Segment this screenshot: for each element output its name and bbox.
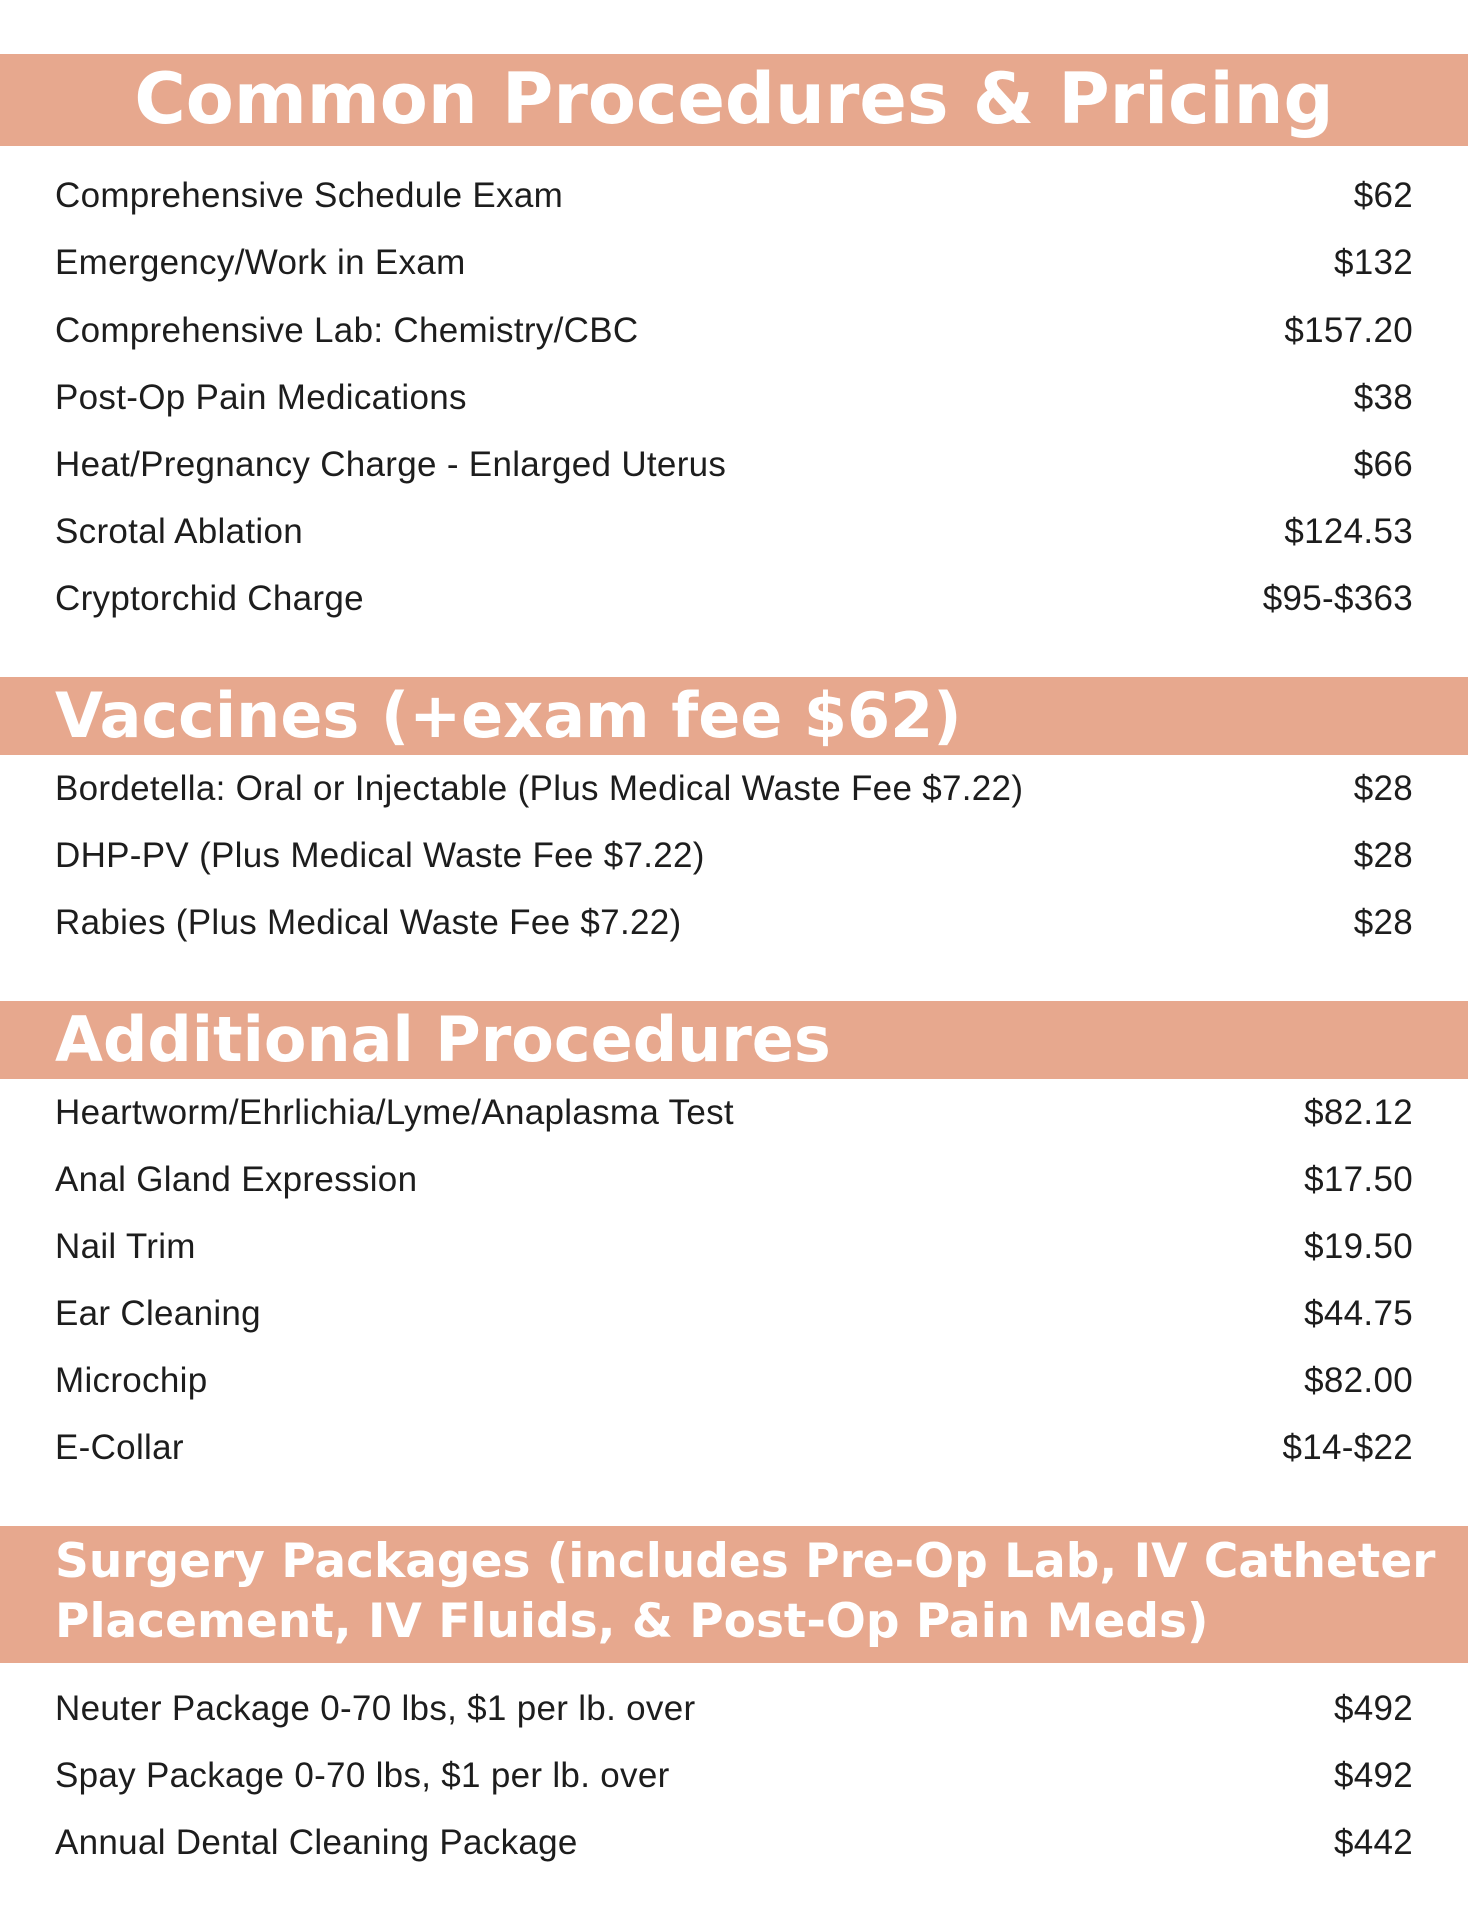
- price-row: [55, 1684, 1413, 1734]
- price-row: [55, 1356, 1413, 1406]
- procedure-price: $14-$22: [1282, 1428, 1413, 1467]
- price-row: [55, 171, 1413, 221]
- price-row: [55, 1222, 1413, 1272]
- procedure-label: Heartworm/Ehrlichia/Lyme/Anaplasma Test: [55, 1093, 734, 1132]
- vaccine-price: $28: [1353, 903, 1413, 942]
- procedure-price: $62: [1353, 176, 1413, 215]
- section-title: Vaccines (+exam fee $62): [55, 679, 962, 752]
- procedure-label: Heat/Pregnancy Charge - Enlarged Uterus: [55, 445, 727, 484]
- price-row: [55, 440, 1413, 490]
- vaccine-label: DHP-PV (Plus Medical Waste Fee $7.22): [55, 836, 705, 875]
- section-title: Additional Procedures: [55, 1003, 831, 1076]
- procedure-label: Ear Cleaning: [55, 1294, 261, 1333]
- procedure-price: $17.50: [1304, 1160, 1413, 1199]
- procedure-label: Microchip: [55, 1361, 208, 1400]
- procedure-price: $82.12: [1304, 1093, 1413, 1132]
- package-label: Spay Package 0-70 lbs, $1 per lb. over: [55, 1756, 670, 1795]
- price-row: [55, 764, 1413, 814]
- procedure-label: Anal Gland Expression: [55, 1160, 418, 1199]
- vaccine-price: $28: [1353, 769, 1413, 808]
- price-row: [55, 1289, 1413, 1339]
- procedure-price: $124.53: [1284, 512, 1413, 551]
- procedure-price: $19.50: [1304, 1227, 1413, 1266]
- price-row: [55, 1155, 1413, 1205]
- procedure-label: Scrotal Ablation: [55, 512, 304, 551]
- section-title-line-2: Placement, IV Fluids, & Post-Op Pain Meds): [55, 1594, 1209, 1649]
- section-header-additional-procedures: [0, 1001, 1468, 1079]
- package-price: $442: [1333, 1823, 1413, 1862]
- package-label: Neuter Package 0-70 lbs, $1 per lb. over: [55, 1689, 696, 1728]
- section-header-vaccines: [0, 677, 1468, 755]
- procedure-label: E-Collar: [55, 1428, 184, 1467]
- section-header-surgery-packages: [0, 1526, 1468, 1663]
- procedure-label: Post-Op Pain Medications: [55, 378, 467, 417]
- price-row: [55, 373, 1413, 423]
- price-row: [55, 574, 1413, 624]
- price-row: [55, 1818, 1413, 1868]
- package-price: $492: [1333, 1689, 1413, 1728]
- procedure-price: $38: [1353, 378, 1413, 417]
- package-label: Annual Dental Cleaning Package: [55, 1823, 578, 1862]
- price-row: [55, 238, 1413, 288]
- price-row: [55, 507, 1413, 557]
- vaccine-label: Bordetella: Oral or Injectable (Plus Medical Waste Fee $7.22): [55, 769, 1024, 808]
- procedure-price: $44.75: [1304, 1294, 1413, 1333]
- price-row: [55, 1423, 1413, 1473]
- procedure-price: $157.20: [1284, 311, 1413, 350]
- price-row: [55, 1088, 1413, 1138]
- price-row: [55, 1751, 1413, 1801]
- section-title-line-1: Surgery Packages (includes Pre-Op Lab, IV Catheter: [55, 1534, 1436, 1589]
- vaccine-label: Rabies (Plus Medical Waste Fee $7.22): [55, 903, 682, 942]
- procedure-label: Comprehensive Schedule Exam: [55, 176, 564, 215]
- procedure-label: Cryptorchid Charge: [55, 579, 364, 618]
- procedure-price: $66: [1353, 445, 1413, 484]
- procedure-price: $95-$363: [1262, 579, 1413, 618]
- procedure-label: Comprehensive Lab: Chemistry/CBC: [55, 311, 639, 350]
- price-row: [55, 831, 1413, 881]
- procedure-label: Nail Trim: [55, 1227, 196, 1266]
- price-row: [55, 306, 1413, 356]
- procedure-price: $82.00: [1304, 1361, 1413, 1400]
- section-title: Common Procedures & Pricing: [134, 58, 1334, 140]
- section-header-common-procedures: [0, 54, 1468, 146]
- package-price: $492: [1333, 1756, 1413, 1795]
- vaccine-price: $28: [1353, 836, 1413, 875]
- price-row: [55, 898, 1413, 948]
- procedure-price: $132: [1333, 243, 1413, 282]
- procedure-label: Emergency/Work in Exam: [55, 243, 466, 282]
